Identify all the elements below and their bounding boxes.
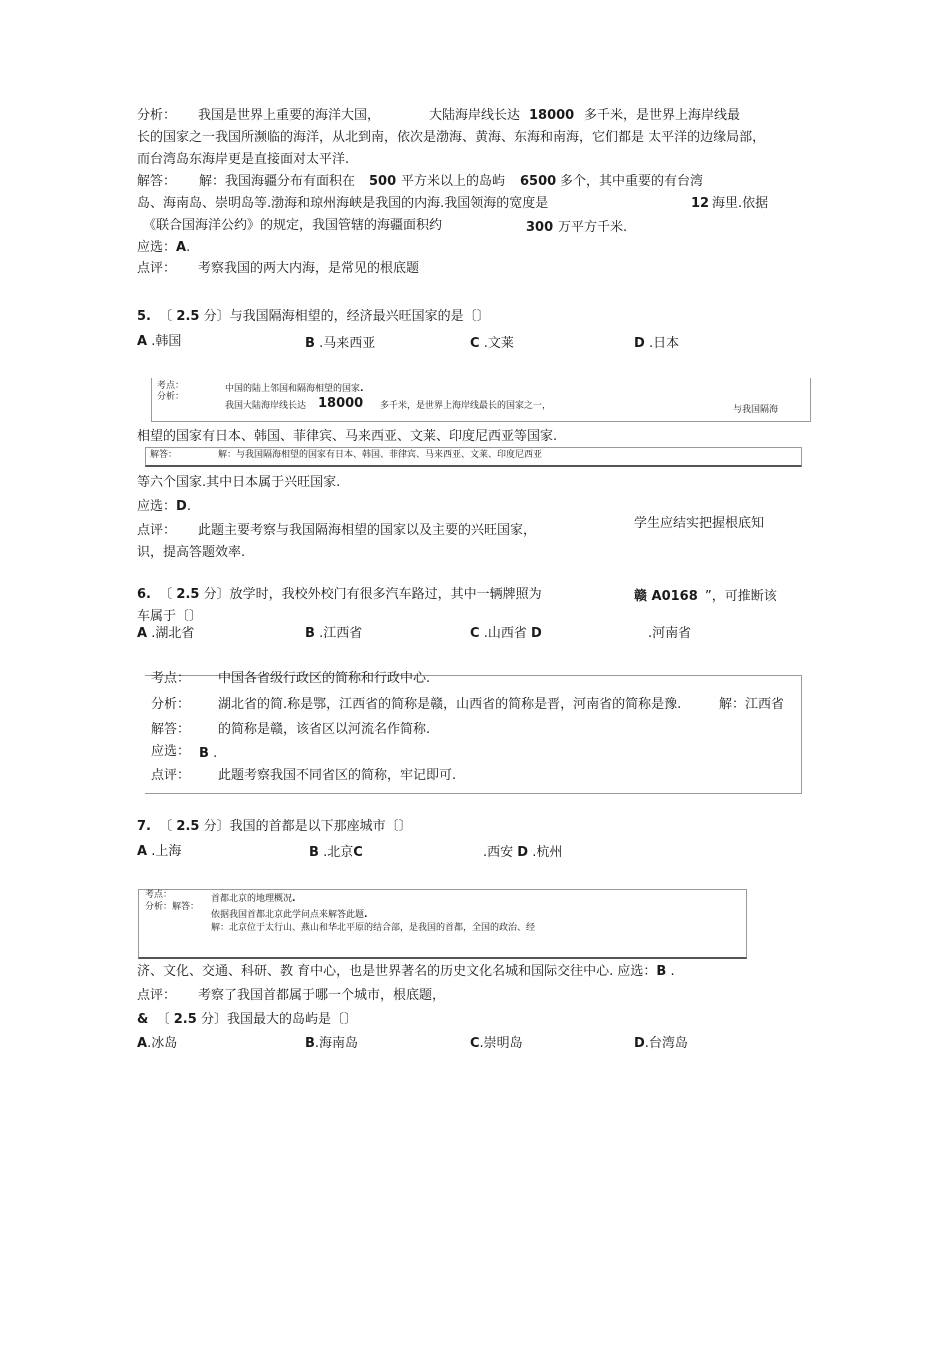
q6-comment-label: 点评：	[151, 768, 191, 783]
q8-option-b[interactable]: B.海南岛	[305, 1036, 359, 1051]
q4-analysis-text: 长的国家之一我国所濒临的海洋，从北到南，依次是渤海、黄海、东海和南海，它们都是 太平洋的边缘局部，	[137, 130, 766, 145]
q4-answer-number: 6500	[520, 174, 557, 189]
q7-keypoint-text: 首都北京的地理概况.	[211, 894, 296, 904]
q7-option-a[interactable]: A .上海	[137, 844, 182, 859]
q4-answer-text: 万平方千米.	[558, 220, 628, 235]
q5-comment-text: 识，提高答题效率.	[137, 545, 246, 560]
q4-answer-number: 300	[526, 220, 554, 235]
q8-option-c[interactable]: C.崇明岛	[470, 1036, 523, 1051]
q4-answer-number: 12	[691, 196, 710, 211]
q4-analysis-text: 我国是世界上重要的海洋大国，	[198, 108, 381, 123]
q5-answer-label: 解答：	[150, 450, 178, 460]
q6-analysis-text: 解：江西省	[719, 697, 785, 712]
q4-answer-text: 平方米以上的岛屿	[401, 174, 506, 189]
q5-option-c[interactable]: C .文莱	[470, 336, 514, 351]
q6-stem: 6. 〔 2.5 分〕放学时，我校外校门有很多汽车路过，其中一辆牌照为	[137, 587, 542, 602]
q5-keypoint-text: 中国的陆上邻国和隔海相望的国家.	[225, 384, 364, 394]
q6-answer-text: 的简称是赣，该省区以河流名作简称.	[218, 722, 431, 737]
q6-choice-value: B .	[199, 746, 218, 761]
q5-answer-text: 解：与我国隔海相望的国家有日本、韩国、菲律宾、马来西亚、文莱、印度尼西亚	[218, 450, 543, 460]
q7-keypoint-label: 考点：	[145, 890, 173, 900]
q5-comment-text: 此题主要考察与我国隔海相望的国家以及主要的兴旺国家，	[198, 523, 537, 538]
q6-analysis-text: 湖北省的简.称是鄂，江西省的简称是赣，山西省的简称是晋，河南省的简称是豫.	[218, 697, 682, 712]
q6-option-a[interactable]: A .湖北省	[137, 626, 195, 641]
q5-analysis-label: 分析：	[157, 392, 185, 402]
q7-option-c[interactable]: .西安 D .杭州	[483, 845, 563, 860]
q5-option-a[interactable]: A .韩国	[137, 334, 182, 349]
q5-comment-label: 点评：	[137, 523, 177, 538]
q7-comment-text: 考察了我国首都属于哪一个城市，根底题，	[198, 988, 446, 1003]
q5-stem: 5. 〔 2.5 分〕与我国隔海相望的，经济最兴旺国家的是〔〕	[137, 309, 490, 324]
q6-option-d[interactable]: .河南省	[648, 626, 692, 641]
q8-option-d[interactable]: D.台湾岛	[634, 1036, 688, 1051]
q7-analysis-text: 依据我国首都北京此学问点来解答此题.	[211, 910, 368, 920]
q7-analysis-answer-label: 分析：解答：	[145, 902, 200, 912]
q4-answer-text: 解：我国海疆分布有面积在	[199, 174, 356, 189]
q5-analysis-text: 与我国隔海	[733, 405, 779, 415]
q6-plate: 赣 A0168	[634, 589, 698, 604]
q4-answer-text: 《联合国海洋公约》的规定，我国管辖的海疆面积约	[143, 218, 443, 233]
q6-stem-end: ”，可推断该	[705, 589, 777, 604]
q8-stem: & 〔 2.5 分〕我国最大的岛屿是〔〕	[137, 1012, 357, 1027]
q7-option-b[interactable]: B .北京C	[309, 845, 363, 860]
q6-option-b[interactable]: B .江西省	[305, 626, 363, 641]
q4-answer-text: 海里.依据	[712, 196, 769, 211]
q4-answer-number: 500	[369, 174, 397, 189]
q4-comment-label: 点评：	[137, 261, 177, 276]
q5-keypoint-label: 考点：	[157, 381, 185, 391]
q4-analysis-text: 而台湾岛东海岸更是直接面对太平洋.	[137, 152, 350, 167]
q7-answer-text: 解：北京位于太行山、燕山和华北平原的结合部，是我国的首都，全国的政治、经	[211, 923, 536, 933]
q5-comment-text: 学生应结实把握根底知	[634, 516, 765, 531]
q5-analysis-text: 我国大陆海岸线长达	[225, 401, 307, 411]
q6-keypoint-label: 考点：	[151, 671, 191, 686]
q4-choice: 应选：A.	[137, 240, 191, 255]
q5-analysis-continued: 相望的国家有日本、韩国、菲律宾、马来西亚、文莱、印度尼西亚等国家.	[137, 429, 558, 444]
q7-stem: 7. 〔 2.5 分〕我国的首都是以下那座城市〔〕	[137, 819, 412, 834]
q5-answer-continued: 等六个国家.其中日本属于兴旺国家.	[137, 475, 341, 490]
q7-answer-continued: 济、文化、交通、科研、教 育中心，也是世界著名的历史文化名城和国际交往中心. 应选：B .	[137, 964, 675, 979]
q8-option-a[interactable]: A.冰岛	[137, 1036, 178, 1051]
q4-answer-text: 岛、海南岛、崇明岛等.渤海和琼州海峡是我国的内海.我国领海的宽度是	[137, 196, 549, 211]
q4-analysis-number: 18000	[529, 108, 575, 123]
q6-option-c[interactable]: C .山西省 D	[470, 626, 542, 641]
q6-keypoint-text: 中国各省级行政区的简称和行政中心.	[218, 671, 431, 686]
q4-answer-label: 解答：	[137, 174, 177, 189]
q5-option-d[interactable]: D .日本	[634, 336, 680, 351]
q5-choice: 应选：D.	[137, 499, 191, 514]
q6-choice-label: 应选：	[151, 744, 191, 759]
q4-analysis-text: 大陆海岸线长达	[429, 108, 521, 123]
q6-analysis-label: 分析：	[151, 697, 191, 712]
q5-analysis-number: 18000	[318, 396, 364, 411]
q5-analysis-text: 多千米，是世界上海岸线最长的国家之一，	[380, 401, 552, 411]
q6-comment-text: 此题考察我国不同省区的简称，牢记即可.	[218, 768, 457, 783]
q6-stem-line2: 车属于〔〕	[137, 609, 203, 624]
q4-answer-text: 多个，其中重要的有台湾	[560, 174, 704, 189]
q4-analysis-label: 分析：	[137, 108, 177, 123]
q4-comment-text: 考察我国的两大内海，是常见的根底题	[198, 261, 420, 276]
q5-option-b[interactable]: B .马来西亚	[305, 336, 376, 351]
q4-analysis-text: 多千米，是世界上海岸线最	[584, 108, 741, 123]
q7-comment-label: 点评：	[137, 988, 177, 1003]
q6-answer-label: 解答：	[151, 722, 191, 737]
